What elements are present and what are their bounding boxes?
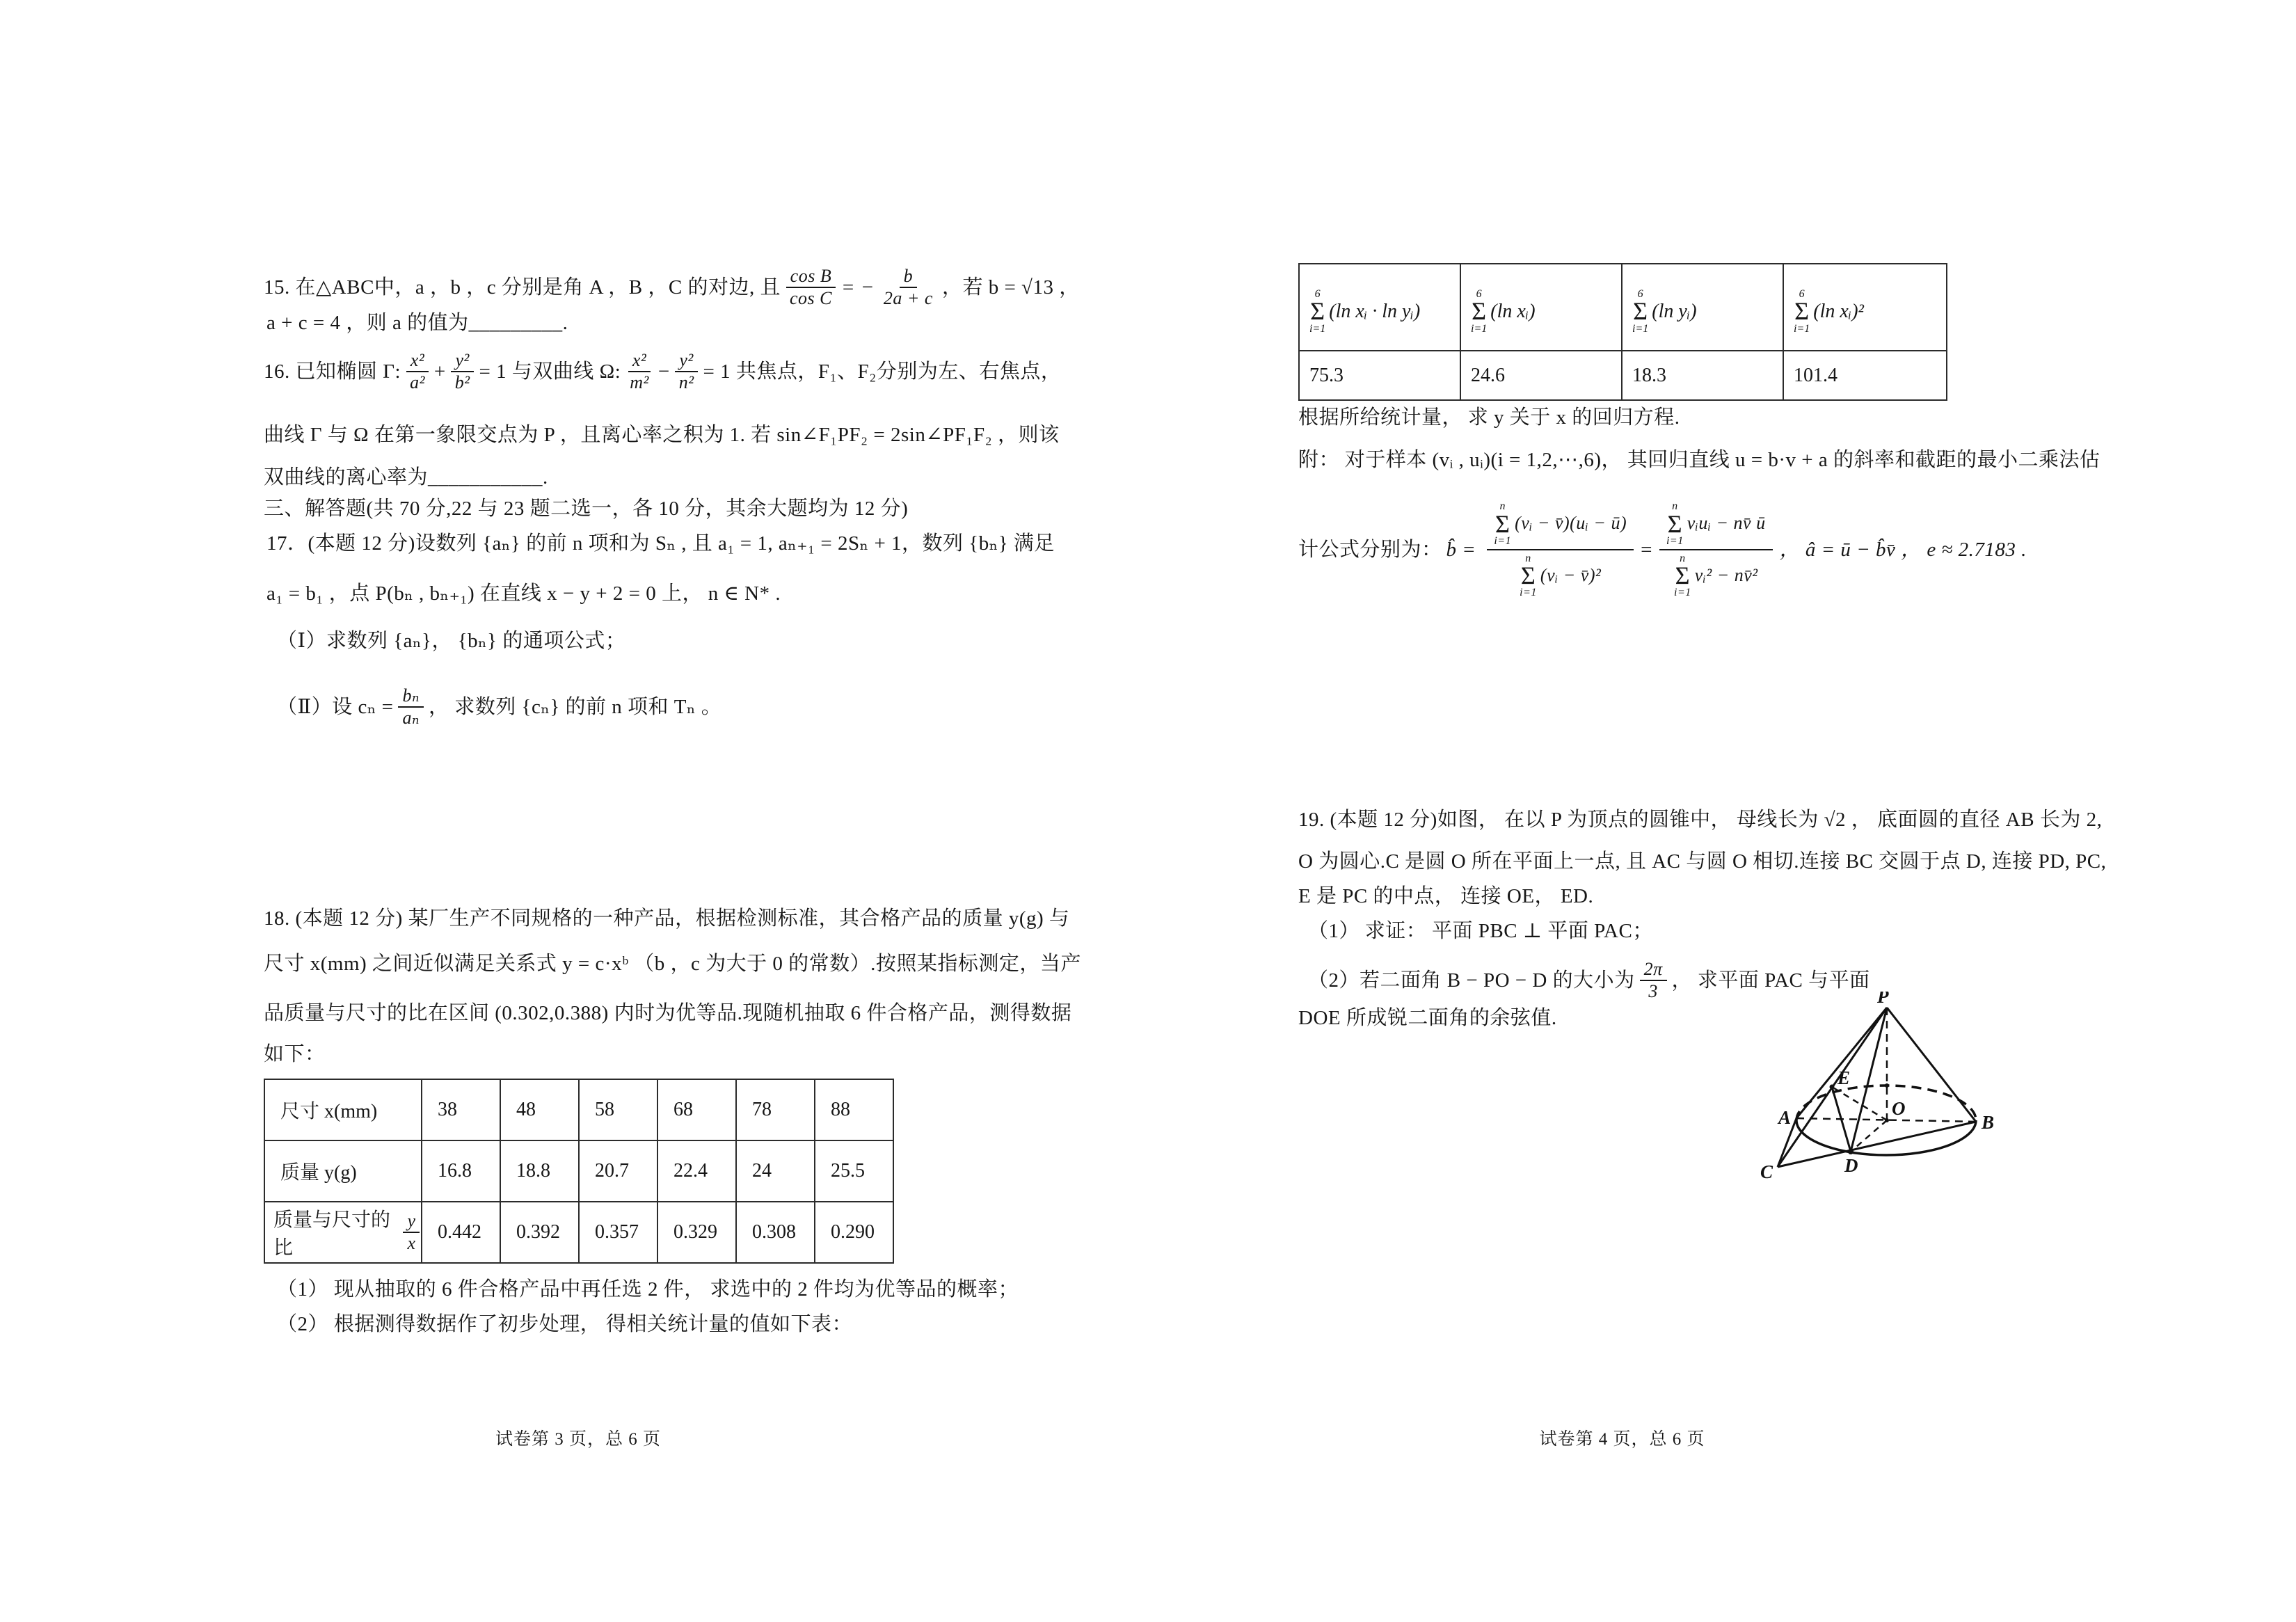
q18-line4: 如下： <box>264 1043 326 1065</box>
q18-part2: （2） 根据测得数据作了初步处理， 得相关统计量的值如下表： <box>277 1313 853 1335</box>
stats-table <box>1298 263 1947 401</box>
label-P: P <box>1877 992 1889 1007</box>
stats-header-row <box>1299 264 1947 351</box>
point-top-of-base <box>1885 1083 1889 1088</box>
stats-header-lny: 6 Σ i=1 (ln yᵢ) <box>1622 264 1783 351</box>
q15-text-pre: 15. 在△ABC中，a ，b ，c 分别是角 A ，B ，C 的对边, 且 <box>264 276 781 299</box>
table-row-ratio: 质量与尺寸的比 $\frac{y}{x}$ 0.442 0.392 0.357 0.329 0.308 0.290 <box>264 1202 893 1263</box>
q18-line1: 18. (本题 12 分) 某厂生产不同规格的一种产品，根据检测标准，其合格产品的质量 y(g) 与 <box>264 907 1070 930</box>
sum-icon: n Σ i=1 <box>1674 552 1691 599</box>
ratio-frac: $\frac{y}{x}$ <box>403 1211 420 1254</box>
stats-header-lnx-lny: 6 Σ i=1 (ln xᵢ · ln yᵢ) <box>1299 264 1460 351</box>
label-B: B <box>1982 1112 1995 1133</box>
stats-header-lnx-sq: 6 Σ i=1 (ln xᵢ)² <box>1783 264 1947 351</box>
label-O: O <box>1892 1098 1906 1119</box>
q15-frac-cos: $\frac{\text{cos B}}{\text{cos C}}$ <box>786 266 836 309</box>
q19-part2: （2）若二面角 B − PO − D 的大小为 $\frac{2\pi}{3}$ ， 求平面 PAC 与平面 <box>1308 959 1870 1001</box>
regression-instruction: 根据所给统计量， 求 y 关于 x 的回归方程. <box>1298 406 1680 429</box>
base-circle-front <box>1796 1120 1976 1155</box>
table-row-mass: 质量 y(g) 16.8 18.8 20.7 22.4 24 25.5 <box>264 1140 893 1202</box>
row-label-ratio: 质量与尺寸的比 $\frac{y}{x}$ <box>264 1202 422 1263</box>
sum-icon: n Σ i=1 <box>1494 500 1512 547</box>
b-hat: b̂ = <box>1446 538 1476 561</box>
label-E: E <box>1837 1067 1851 1088</box>
stats-header-lnx: 6 Σ i=1 (ln xᵢ) <box>1460 264 1622 351</box>
q19-line1: 19. (本题 12 分)如图， 在以 P 为顶点的圆锥中， 母线长为 √2 ， 底面圆的直径 AB 长为 2, <box>1298 809 2103 831</box>
formula-frac-1: n Σ i=1 (vᵢ − v̄)(uᵢ − ū) n Σ i=1 (vᵢ − v̄)² <box>1487 498 1634 601</box>
formula-tail: ， â = ū − b̂v̄ ， e ≈ 2.7183 . <box>1779 538 2027 561</box>
stats-values-row: 75.3 24.6 18.3 101.4 <box>1299 351 1947 400</box>
sum-icon: n Σ i=1 <box>1666 500 1684 547</box>
section3-heading: 三、解答题(共 70 分,22 与 23 题二选一，各 10 分，其余大题均为 12 分) <box>264 498 909 520</box>
q17-line1: 17．(本题 12 分)设数列 {aₙ} 的前 n 项和为 Sₙ , 且 a₁ = 1, aₙ₊₁ = 2Sₙ + 1，数列 {bₙ} 满足 <box>266 532 1055 555</box>
point-E <box>1830 1085 1835 1090</box>
q19-line3: E 是 PC 的中点， 连接 OE， ED. <box>1298 885 1594 907</box>
q16-line1: 16. 已知椭圆 Γ: $\frac{\text{x²}}{\text{a²}}$ + $\frac{\text{y²}}{\text{b²}}$ = 1 与双曲线 Ω: $\frac{\text{x²}}{\text{m²}}$ − $\frac{\text{y²}}{\text{n²}}$ = 1 共焦点，F₁、F₂分别为左、右焦点， <box>264 350 1062 392</box>
q19-part2-line2: DOE 所成锐二面角的余弦值. <box>1298 1007 1557 1029</box>
label-A: A <box>1778 1107 1792 1128</box>
q15-equals: = − <box>840 276 875 299</box>
q16-text-post: = 1 共焦点，F₁、F₂分别为左、右焦点， <box>703 360 1062 383</box>
sum-icon: 6 Σ i=1 <box>1632 288 1649 335</box>
q17-part1: （Ⅰ）求数列 {aₙ}， {bₙ} 的通项公式； <box>277 630 626 652</box>
q18-line2: 尺寸 x(mm) 之间近似满足关系式 y = c·xᵇ （b ，c 为大于 0 的常数）.按照某指标测定，当产 <box>264 953 1081 975</box>
footer-page3: 试卷第 3 页，总 6 页 <box>495 1430 661 1449</box>
regression-note: 附： 对于样本 (vᵢ , uᵢ)(i = 1,2,⋯,6)， 其回归直线 u = b·v + a 的斜率和截距的最小二乘法估 <box>1298 449 2100 471</box>
q16-line3: 双曲线的离心率为___________. <box>264 466 548 488</box>
q15-line1 <box>264 256 1080 319</box>
label-D: D <box>1844 1155 1858 1176</box>
sum-icon: n Σ i=1 <box>1520 552 1537 599</box>
row-label-size: 尺寸 x(mm) <box>264 1079 422 1140</box>
point-O <box>1885 1118 1889 1122</box>
q15-line2: a + c = 4 ，则 a 的值为_________. <box>266 312 568 334</box>
table-row-size: 尺寸 x(mm) 38 48 58 68 78 88 <box>264 1079 893 1140</box>
q18-data-table <box>264 1079 894 1264</box>
q17-frac-cn: $\frac{\text{bₙ}}{\text{aₙ}}$ <box>398 685 424 729</box>
cone-figure-svg <box>1753 992 2004 1193</box>
sum-icon: 6 Σ i=1 <box>1471 288 1488 335</box>
q19-line2: O 为圆心.C 是圆 O 所在平面上一点, 且 AC 与圆 O 相切.连接 BC 交圆于点 D, 连接 PD, PC, <box>1298 850 2107 873</box>
row-label-mass: 质量 y(g) <box>264 1140 422 1202</box>
q16-text-pre: 16. 已知椭圆 Γ: <box>264 360 401 383</box>
q15-frac-b: $\frac{b}{2a + c}$ <box>883 266 933 308</box>
point-D <box>1848 1149 1853 1154</box>
q19-frac-2pi3: $\frac{2\pi}{3}$ <box>1640 959 1667 1002</box>
formula-frac-2: n Σ i=1 vᵢuᵢ − nv̄ ū n Σ i=1 vᵢ² − nv̄² <box>1659 498 1773 601</box>
cone-figure <box>1753 992 2004 1197</box>
least-squares-formula: 计公式分别为： b̂ = n Σ i=1 (vᵢ − v̄)(uᵢ − ū) n Σ i=1 (vᵢ − v̄)² = n Σ i=1 vᵢuᵢ − nv̄ ū n Σ i=1 vᵢ² − nv̄² ， â = ū − b̂v̄ ， e ≈ 2.7183 . <box>1298 498 2027 602</box>
q19-part1: （1） 求证： 平面 PBC ⊥ 平面 PAC； <box>1308 920 1653 942</box>
q15-text-post: ，若 b = √13 ， <box>941 276 1080 299</box>
q18-line3: 品质量与尺寸的比在区间 (0.302,0.388) 内时为优等品.现随机抽取 6 件合格产品，测得数据 <box>264 1002 1072 1024</box>
q16-text-mid: = 1 与双曲线 Ω: <box>479 360 621 383</box>
footer-page4: 试卷第 4 页，总 6 页 <box>1539 1430 1705 1449</box>
q16-line2: 曲线 Γ 与 Ω 在第一象限交点为 P ，且离心率之积为 1. 若 sin∠F₁PF₂ = 2sin∠PF₁F₂ ，则该 <box>264 424 1060 446</box>
sum-icon: 6 Σ i=1 <box>1794 288 1810 335</box>
label-C: C <box>1760 1161 1773 1182</box>
sum-icon: 6 Σ i=1 <box>1309 288 1326 335</box>
q18-part1: （1） 现从抽取的 6 件合格产品中再任选 2 件， 求选中的 2 件均为优等品的概率； <box>277 1278 1019 1301</box>
q17-line2: a₁ = b₁ ，点 P(bₙ , bₙ₊₁) 在直线 x − y + 2 = 0 上， n ∈ N* . <box>266 582 781 605</box>
q17-part2: （Ⅱ）设 cₙ = $\frac{\text{bₙ}}{\text{aₙ}}$ ， 求数列 {cₙ} 的前 n 项和 Tₙ 。 <box>277 685 722 728</box>
